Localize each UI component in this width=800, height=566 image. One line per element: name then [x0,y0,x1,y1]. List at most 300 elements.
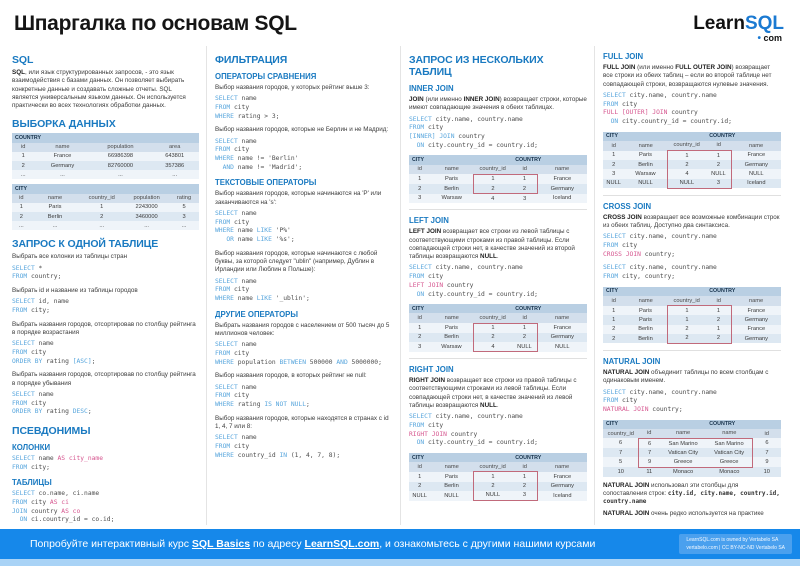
text-segment: WHERE [215,295,234,303]
text-segment: Выбрать названия городов с населением от 500 тысяч до 5 миллионов человек: [215,321,390,337]
text-segment: AND [336,358,348,366]
text-segment: name [237,277,257,285]
text-segment: FROM [12,348,28,356]
code-line [12,499,199,508]
text-segment: WHERE [215,451,234,459]
column-header-cell: id [12,143,34,152]
text-segment: name [237,341,257,349]
table-cell: 10 [752,467,781,477]
text-segment [409,439,417,446]
table-cell: ... [12,170,34,179]
text-segment: SELECT [215,95,238,103]
text-segment: city [230,349,250,357]
table-cell: Greece [706,457,752,467]
bottom-accent-strip [0,559,800,566]
description-text [215,372,393,380]
code-line [12,340,199,349]
column-header-cell: country_id [603,429,639,439]
text-segment: WHERE [215,155,234,163]
table-cell: 2 [603,325,624,334]
table-cell: San Marino [706,438,752,448]
text-segment: city [27,348,47,356]
column-filtering [206,46,400,525]
text-segment: co.name, ci.name [34,490,100,498]
description-text [603,482,781,507]
text-segment: AND [222,163,234,171]
text-segment: city [618,242,638,250]
column-header-cell: name [430,462,473,472]
table-cell: Vatican City [660,448,706,457]
table-cell: France [731,306,781,316]
table-cell: NULL [473,491,512,501]
description-text [12,253,199,261]
sql-code-block [12,391,199,417]
text-segment: SELECT [12,264,35,272]
table-cell: 2 [12,161,34,170]
table-cell: 1 [473,174,512,184]
description-text [12,321,199,338]
text-segment: объединит таблицы по всем столбцам с одинаковым именем. [603,368,769,385]
subsection-heading: RIGHT JOIN [409,365,454,375]
text-segment: 5000000; [347,358,382,366]
table-row [12,161,199,170]
text-segment: [ASC] [72,357,92,365]
table-cell: 2 [79,212,124,221]
table-cell: 1 [409,472,430,482]
table-cell: Germany [731,160,781,169]
logo-dot-icon: • [757,33,761,44]
table-name-cell: CITY [603,287,706,296]
text-segment: ; [306,401,310,409]
code-line [409,422,587,431]
column-header-cell: population [91,143,151,152]
table-name-cell: CITY [603,420,706,429]
text-segment: name != 'Madrid'; [233,163,303,171]
table-name-cell: CITY [409,155,512,164]
code-line [603,101,781,110]
table-cell: ... [169,221,199,230]
text-segment: id, name [34,298,69,306]
table-cell: 643801 [150,152,199,161]
text-segment: FROM [215,349,231,357]
text-segment: SELECT [409,115,432,123]
table-cell: 2 [603,160,624,169]
table-header-row [603,141,781,151]
text-segment: LEFT JOIN [409,228,442,236]
code-line [409,282,587,291]
text-segment: NATURAL JOIN [603,368,650,376]
column-joins-left [400,46,594,525]
data-table [603,287,781,344]
text-segment: city [424,124,444,132]
section-heading: ЗАПРОС ИЗ НЕСКОЛЬКИХ ТАБЛИЦ [409,54,544,78]
code-line [215,350,393,359]
column-header-cell: country_id [473,313,512,323]
table-cell: Warsaw [430,342,473,352]
text-segment: IS NOT NULL [264,401,307,409]
table-cell: 1 [603,151,624,161]
code-line [12,408,199,417]
table-cell: Paris [430,323,473,333]
table-row [603,467,781,477]
text-segment: city [618,100,638,108]
table-cell: Warsaw [430,194,473,204]
table-cell: 1 [512,472,537,482]
text-segment: '%s'; [271,236,295,244]
table-cell: 1 [667,306,706,316]
table-cell: 2 [473,482,512,491]
text-segment: использовал эти столбцы для сопоставления строк: [603,481,739,497]
text-segment: city; [27,307,50,315]
text-segment: ON [19,516,28,524]
text-segment: FROM [409,422,425,430]
table-row [12,212,199,221]
table-group-row [603,420,781,429]
footer-text-after: , и ознакомьтесь с другими нашими курсами [379,538,596,550]
table-group-row [409,155,587,164]
text-segment: country; [27,273,62,281]
table-row [12,221,199,230]
attribution-line-1: LearnSQL.com is owned by Vertabelo SA [686,537,779,543]
text-segment: NATURAL JOIN [603,405,649,413]
column-header-cell: id [639,429,660,439]
table-cell: 2 [706,160,731,169]
code-line [12,464,199,473]
table-cell: 3460000 [124,212,169,221]
sql-code-block [215,434,393,460]
table-cell: Monaco [706,467,752,477]
text-segment: SELECT [12,340,35,348]
table-cell: 1 [706,151,731,161]
table-name-cell: COUNTRY [706,420,781,429]
text-segment: name != 'Berlin' [233,155,299,163]
text-segment: city.name, country.name [625,91,717,99]
text-segment: NATURAL JOIN [603,481,650,489]
table-row [603,334,781,344]
code-line [12,358,199,367]
text-segment: (1, 4, 7, 8); [287,451,341,459]
text-segment: FULL OUTER JOIN [675,64,732,71]
code-line [215,210,393,219]
table-row [409,333,587,342]
text-segment: RIGHT JOIN [409,377,446,385]
text-segment: SELECT [215,277,238,285]
sql-code-block [215,95,393,121]
learnsql-logo [693,14,784,44]
code-line [409,413,587,422]
code-line [215,443,393,452]
text-segment: очень редко используется на практике [649,509,764,517]
code-line [12,455,199,464]
data-table [12,133,199,179]
text-segment: city.name, country.name [431,264,523,272]
subsection-heading: ОПЕРАТОРЫ СРАВНЕНИЯ [215,72,317,81]
text-segment: FROM [215,146,231,154]
data-table [409,453,587,501]
section-divider [409,358,587,359]
table-cell: Berlin [430,333,473,342]
section-divider [603,195,781,196]
text-segment: (или именно [635,64,676,71]
table-cell: NULL [624,179,667,189]
text-segment: FROM [409,273,425,281]
sql-code-block [215,341,393,367]
text-segment: '_ublin'; [271,295,310,303]
table-cell: ... [79,221,124,230]
table-row [603,457,781,467]
description-text [215,322,393,339]
text-segment: RIGHT JOIN [409,430,447,438]
column-header-cell: rating [169,194,199,203]
text-segment: city; [27,463,50,471]
table-row [409,323,587,333]
column-header-cell: name [537,462,587,472]
column-header-cell: name [430,165,473,175]
table-row [409,174,587,184]
table-cell: 4 [667,169,706,178]
text-segment: FROM [409,124,425,132]
table-cell: Germany [731,315,781,324]
table-row [603,160,781,169]
table-cell: NULL [409,491,430,501]
table-row [603,438,781,448]
table-row [603,179,781,189]
table-cell: 2 [706,334,731,344]
table-row [603,151,781,161]
section-heading: SQL [12,54,34,66]
table-cell: 7 [603,448,639,457]
table-row [603,325,781,334]
column-header-cell: id [706,141,731,151]
text-segment: FROM [215,218,231,226]
text-segment: . [496,253,499,261]
table-cell: Vatican City [706,448,752,457]
description-text [409,96,587,113]
table-group-row [12,133,199,142]
column-header-cell: name [34,143,90,152]
table-row [603,315,781,324]
text-segment: city [230,286,250,294]
text-segment: LEFT JOIN [409,281,444,289]
sql-code-block [409,116,587,151]
text-segment: FROM [215,103,231,111]
text-segment: SELECT [215,434,238,442]
code-line [603,118,781,127]
table-cell: NULL [667,179,706,189]
code-line [215,104,393,113]
column-header-cell: id [12,194,31,203]
text-segment: AS city_name [57,455,103,463]
table-cell: 1 [603,306,624,316]
code-line [603,109,781,118]
text-segment: возвращает все строки из правой таблицы с соответствующими строками из левой таблицы. Если совпадающей строки нет, в качестве значений из левой таблицы возвращаются [409,377,577,410]
text-segment: country_id [233,451,280,459]
table-cell: 1 [409,323,430,333]
column-header-cell: name [624,296,667,306]
table-header-row [603,429,781,439]
page-header [0,0,800,46]
text-segment: city.name, country.name [625,233,717,241]
code-line [215,341,393,350]
text-segment: ON [416,141,425,149]
table-name-cell: CITY [12,184,199,193]
code-line [603,242,781,251]
text-segment: FROM [215,443,231,450]
data-table [603,132,781,189]
sql-code-block [603,264,781,281]
text-segment: city [230,443,250,450]
table-cell: 2 [409,184,430,194]
text-segment: name [237,383,257,391]
data-table [603,420,781,477]
table-cell: 2 [409,333,430,342]
text-segment: Выбрать id и название из таблицы городов [12,287,138,295]
column-header-cell: name [731,141,781,151]
text-segment: WHERE [215,112,234,120]
text-segment: SELECT [12,455,35,463]
table-group-row [409,304,587,313]
code-line [215,295,393,304]
text-segment: name [233,236,257,244]
text-segment: ci.country_id = co.id; [27,516,115,524]
table-cell: 66986398 [91,152,151,161]
text-segment: SELECT [215,383,238,391]
column-header-cell: name [537,313,587,323]
sql-code-block [215,278,393,304]
sql-basics-link[interactable]: SQL Basics [191,538,251,550]
text-segment: FROM [215,392,231,400]
table-cell: 9 [639,457,660,467]
text-segment: city [618,397,638,405]
table-cell: Paris [430,174,473,184]
column-header-cell: area [150,143,199,152]
text-segment: NULL [480,253,497,261]
subsection-heading: ДРУГИЕ ОПЕРАТОРЫ [215,309,298,319]
table-cell: ... [34,170,90,179]
table-cell: San Marino [660,438,706,448]
code-line [215,227,393,236]
table-cell: 5 [169,203,199,212]
column-header-cell: id [512,462,537,472]
table-cell: Berlin [430,184,473,194]
text-segment: rating [42,357,73,365]
text-segment: ; [91,357,96,365]
table-cell: Germany [34,161,90,170]
table-cell: France [537,174,587,184]
text-segment: SELECT [215,210,238,217]
section-heading: ВЫБОРКА ДАННЫХ [12,118,116,131]
text-segment: country [446,430,478,438]
text-segment: FROM [12,273,28,281]
table-cell: Germany [731,334,781,344]
table-cell: 3 [512,491,537,501]
table-row [409,342,587,352]
table-cell: 2 [667,160,706,169]
table-cell: 3 [512,194,537,204]
text-segment: NATURAL JOIN [603,509,650,517]
code-line [603,406,781,415]
sql-code-block [215,210,393,245]
text-segment: city [424,273,444,281]
table-row [409,482,587,491]
text-segment: CROSS JOIN [603,250,641,258]
column-header-cell: id [512,165,537,175]
text-segment: AS co [61,507,81,515]
text-segment: rating > 3; [233,112,280,120]
table-group-row [12,184,199,193]
table-cell: NULL [537,342,587,352]
column-header-cell: id [603,296,624,306]
description-text [409,377,587,410]
column-header-cell: id [409,165,430,175]
table-cell: 1 [12,203,31,212]
text-segment: FROM [12,499,28,507]
table-cell: 2243000 [124,203,169,212]
text-segment: name [237,210,257,217]
data-table [409,304,587,352]
table-cell: 6 [752,438,781,448]
code-line [603,397,781,406]
text-segment: WHERE [215,358,234,366]
text-segment: AS ci [49,499,69,507]
text-segment: возвращает все строки из левой таблицы с соответствующими строками из правой таблицы. Если совпадающей строки нет, в качестве значений из второй таблицы возвращаются [409,228,575,261]
sql-code-block [12,490,199,525]
text-segment: SELECT [409,264,432,272]
text-segment: city.name, country.name [625,388,717,396]
text-segment: FROM [603,242,619,250]
table-cell: NULL [731,169,781,178]
text-segment: IN [279,451,288,459]
table-cell: Paris [31,203,80,212]
learnsql-com-link[interactable]: LearnSQL.com [304,538,380,550]
code-line [12,391,199,400]
text-segment: SELECT [603,264,626,272]
text-segment: FROM [603,100,619,108]
text-segment: name [237,95,257,103]
table-cell: 2 [473,333,512,342]
table-cell: NULL [430,491,473,501]
column-header-cell: country_id [473,462,512,472]
text-segment: NULL [480,402,497,410]
table-cell: 7 [752,448,781,457]
text-segment: возвращает все возможные комбинации строк из обеих таблиц. Доступно два синтаксиса. [603,213,780,230]
table-cell: ... [150,170,199,179]
text-segment: name [237,434,257,442]
code-line [603,233,781,242]
table-group-row [603,132,781,141]
code-line [12,307,199,316]
column-header-cell: name [731,296,781,306]
text-segment: city [27,499,50,507]
text-segment: city.country_id = country.id; [424,141,538,149]
section-divider [603,350,781,351]
code-line [12,516,199,525]
table-cell: 4 [473,342,512,352]
text-segment: 'P%' [271,227,291,235]
column-header-cell: id [706,296,731,306]
table-cell: 1 [706,306,731,316]
table-cell: 1 [12,152,34,161]
table-cell: NULL [512,342,537,352]
table-cell: Paris [624,315,667,324]
text-segment: country [443,281,474,289]
text-segment: SELECT [603,233,626,241]
text-segment: Выбор названия городов, у которых рейтинг выше 3: [215,84,370,91]
table-cell: Berlin [430,482,473,491]
text-segment: JOIN [12,507,28,515]
table-cell: Berlin [624,334,667,344]
code-line [603,389,781,398]
